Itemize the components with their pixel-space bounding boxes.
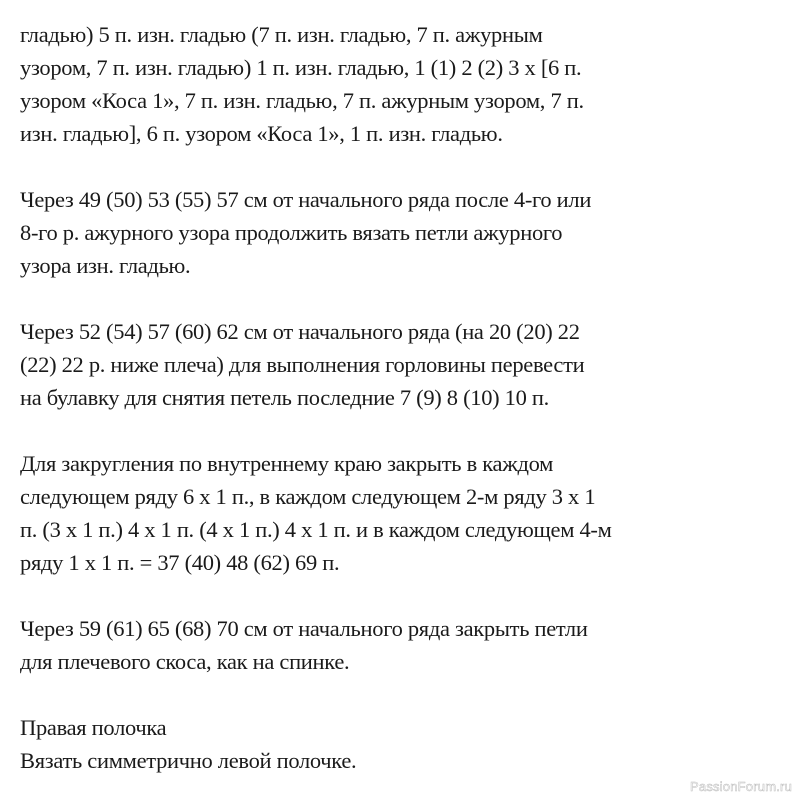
- text-line: на булавку для снятия петель последние 7 (9) 8 (10) 10 п.: [20, 385, 549, 410]
- document-body: [20, 18, 790, 810]
- watermark: PassionForum.ru: [690, 779, 792, 794]
- paragraph: [20, 711, 790, 777]
- text-line: (22) 22 р. ниже плеча) для выполнения горловины перевести: [20, 352, 585, 377]
- text-line: изн. гладью], 6 п. узором «Коса 1», 1 п. изн. гладью.: [20, 121, 503, 146]
- text-line: Правая полочка: [20, 715, 167, 740]
- text-line: Через 52 (54) 57 (60) 62 см от начального ряда (на 20 (20) 22: [20, 319, 580, 344]
- text-line: гладью) 5 п. изн. гладью (7 п. изн. гладью, 7 п. ажурным: [20, 22, 543, 47]
- text-line: п. (3 х 1 п.) 4 х 1 п. (4 х 1 п.) 4 х 1 п. и в каждом следующем 4-м: [20, 517, 612, 542]
- paragraph: [20, 612, 790, 678]
- text-line: узора изн. гладью.: [20, 253, 191, 278]
- text-line: для плечевого скоса, как на спинке.: [20, 649, 350, 674]
- paragraph: [20, 315, 790, 414]
- text-line: 8-го р. ажурного узора продолжить вязать петли ажурного: [20, 220, 563, 245]
- text-line: Через 59 (61) 65 (68) 70 см от начального ряда закрыть петли: [20, 616, 588, 641]
- text-line: следующем ряду 6 х 1 п., в каждом следующем 2-м ряду 3 х 1: [20, 484, 596, 509]
- paragraph: [20, 183, 790, 282]
- text-line: узором, 7 п. изн. гладью) 1 п. изн. гладью, 1 (1) 2 (2) 3 х [6 п.: [20, 55, 582, 80]
- paragraph: [20, 18, 790, 150]
- paragraph: [20, 447, 790, 579]
- text-line: Вязать симметрично левой полочке.: [20, 748, 357, 773]
- text-line: Для закругления по внутреннему краю закрыть в каждом: [20, 451, 554, 476]
- text-line: Через 49 (50) 53 (55) 57 см от начального ряда после 4-го или: [20, 187, 592, 212]
- text-line: узором «Коса 1», 7 п. изн. гладью, 7 п. ажурным узором, 7 п.: [20, 88, 584, 113]
- text-line: ряду 1 х 1 п. = 37 (40) 48 (62) 69 п.: [20, 550, 340, 575]
